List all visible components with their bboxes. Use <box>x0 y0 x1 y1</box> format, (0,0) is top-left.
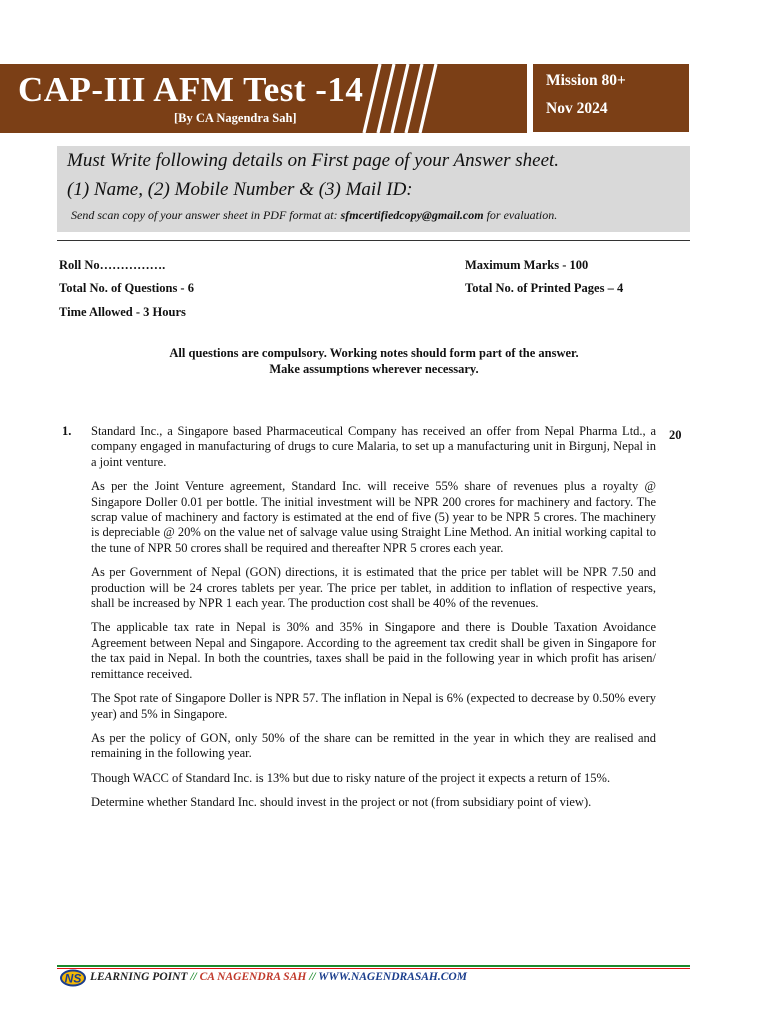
logo-text: NS <box>64 971 82 986</box>
test-title: CAP-III AFM Test -14 <box>18 70 364 109</box>
footer-brand: LEARNING POINT <box>90 971 188 983</box>
evaluation-email: sfmcertifiedcopy@gmail.com <box>340 208 484 222</box>
mission-label: Mission 80+ <box>546 72 626 89</box>
instruction-line-1: All questions are compulsory. Working notes should form part of the answer. <box>169 346 579 360</box>
footer-divider-red <box>57 968 690 969</box>
question-paragraph: The applicable tax rate in Nepal is 30% and 35% in Singapore and there is Double Taxation Avoidance Agreement between Nepal and Singapore. According to the agreement tax credit shall be given in Singapore for the tax paid in Nepal. In both the countries, taxes shall be paid in the following year in which profit has arisen/ remittance received. <box>91 620 656 681</box>
maximum-marks: Maximum Marks - 100 <box>465 258 589 272</box>
session-label: Nov 2024 <box>546 100 608 117</box>
question-paragraph: As per the Joint Venture agreement, Standard Inc. will receive 55% share of revenues plus a royalty @ Singapore Doller 0.01 per bottle. The initial investment will be NPR 200 crores for machinery and factory. The scrap value of machinery and factory is estimated at the end of five (5) year to be NPR 5 crores. The machinery is depreciable @ 20% on the value net of salvage value using Straight Line Method. An initial working capital to the tune of NPR 50 crores shall be required and thereafter NPR 5 crores each year. <box>91 479 656 555</box>
question-number: 1. <box>62 424 72 438</box>
ns-logo-icon <box>59 968 87 988</box>
notice-line-3 <box>71 208 557 223</box>
printed-pages: Total No. of Printed Pages – 4 <box>465 281 624 295</box>
mission-badge <box>533 64 689 132</box>
footer-separator: // <box>187 971 200 983</box>
question-paragraph: The Spot rate of Singapore Doller is NPR 57. The inflation in Nepal is 6% (expected to decrease by 0.50% every year) and 5% in Singapore. <box>91 691 656 721</box>
title-banner <box>0 64 527 133</box>
instruction-notice <box>57 146 690 232</box>
question-body <box>91 424 656 820</box>
slash-decoration <box>362 64 452 133</box>
footer-separator: // <box>306 971 319 983</box>
notice-line-1: Must Write following details on First page of your Answer sheet. <box>67 150 560 171</box>
question-marks: 20 <box>669 428 682 442</box>
time-allowed: Time Allowed - 3 Hours <box>59 305 186 319</box>
instruction-line-2: Make assumptions wherever necessary. <box>269 362 479 376</box>
question-paragraph: As per the policy of GON, only 50% of the share can be remitted in the year in which they are realised and remaining in the following year. <box>91 730 656 761</box>
roll-no: Roll No……………. <box>59 258 166 272</box>
notice-send-text: Send scan copy of your answer sheet in PDF format at: <box>71 208 341 222</box>
footer-divider-green <box>57 965 690 967</box>
footer-author: CA NAGENDRA SAH <box>199 971 307 983</box>
footer-website-link[interactable]: WWW.NAGENDRASAH.COM <box>318 971 467 983</box>
notice-evaluation-text: for evaluation. <box>483 208 558 222</box>
question-paragraph: Though WACC of Standard Inc. is 13% but due to risky nature of the project it expects a return of 15%. <box>91 770 611 785</box>
question-paragraph: Standard Inc., a Singapore based Pharmaceutical Company has received an offer from Nepal Pharma Ltd., a company engaged in manufacturing of drugs to cure Malaria, to set up a manufacturing unit in Birgunj, Nepal in a joint venture. <box>91 424 656 469</box>
author-label: [By CA Nagendra Sah] <box>174 111 297 125</box>
footer-credits <box>90 971 467 983</box>
notice-line-2: (1) Name, (2) Mobile Number & (3) Mail ID: <box>67 179 413 200</box>
header-divider <box>57 240 690 241</box>
question-paragraph: As per Government of Nepal (GON) directions, it is estimated that the price per tablet will be NPR 7.50 and production will be 24 crores tablets per year. The price per tablet, in addition to inflation of respective years, shall be increased by NPR 1 each year. The production cost shall be 40% of the revenues. <box>91 565 656 611</box>
total-questions: Total No. of Questions - 6 <box>59 281 194 295</box>
question-paragraph: Determine whether Standard Inc. should invest in the project or not (from subsidiary point of view). <box>91 795 592 810</box>
